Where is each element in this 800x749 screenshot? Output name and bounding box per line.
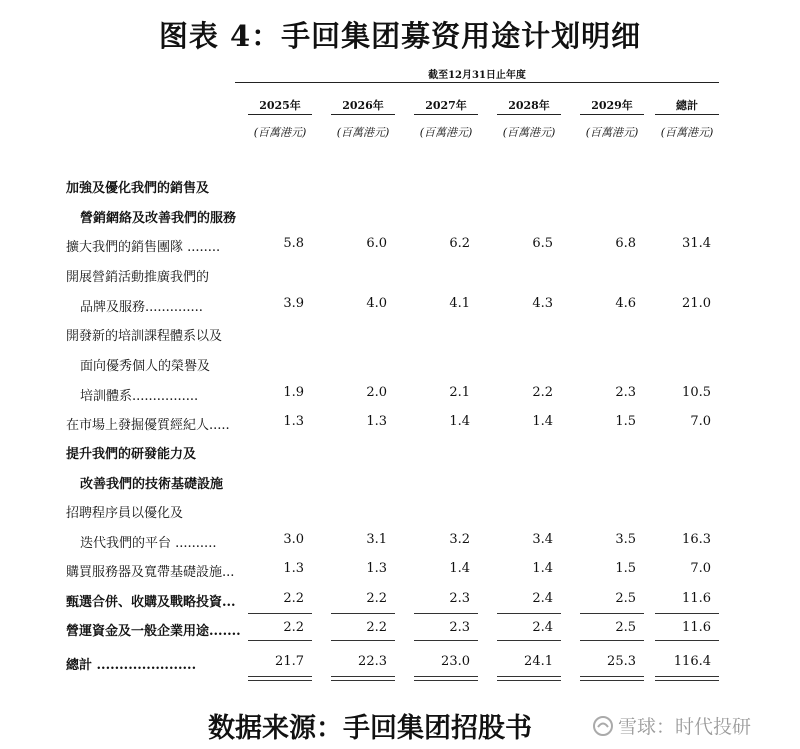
- cell-col-2027: 23.0: [441, 654, 470, 669]
- cell-col-total: 11.6: [682, 620, 711, 635]
- unit-label: (百萬港元): [336, 126, 390, 139]
- row-label: 面向優秀個人的榮譽及: [80, 359, 211, 374]
- subtotal-rule: [248, 613, 312, 614]
- watermark-text: 雪球：时代投研: [618, 716, 752, 738]
- cell-col-2027: 2.3: [449, 620, 470, 635]
- cell-col-2025: 3.0: [283, 532, 304, 547]
- row-label: 開發新的培訓課程體系以及: [66, 329, 223, 344]
- cell-col-2027: 3.2: [449, 532, 470, 547]
- row-label: 開展營銷活動推廣我們的: [66, 270, 210, 285]
- snowball-logo-icon: [592, 715, 614, 737]
- cell-col-2025: 3.9: [283, 296, 304, 311]
- cell-col-2025: 1.3: [283, 414, 304, 429]
- source-note: 数据来源：手回集团招股书: [208, 713, 532, 744]
- cell-col-2026: 3.1: [366, 532, 387, 547]
- row-label: 招聘程序員以優化及: [66, 506, 184, 521]
- subtotal-rule: [248, 640, 312, 641]
- cell-col-total: 11.6: [682, 591, 711, 606]
- year-header-rule: [331, 114, 395, 115]
- cell-col-2028: 24.1: [524, 654, 553, 669]
- cell-col-2025: 21.7: [275, 654, 304, 669]
- unit-label: (百萬港元): [585, 126, 639, 139]
- cell-col-2025: 1.3: [283, 561, 304, 576]
- cell-col-2026: 2.2: [366, 591, 387, 606]
- cell-col-2029: 2.5: [615, 620, 636, 635]
- row-label: 品牌及服務..............: [80, 300, 203, 315]
- cell-col-2026: 2.2: [366, 620, 387, 635]
- watermark: [592, 712, 751, 739]
- cell-col-2027: 2.1: [449, 385, 470, 400]
- cell-col-2029: 2.3: [615, 385, 636, 400]
- total-double-rule: [414, 676, 478, 681]
- cell-col-2028: 6.5: [532, 236, 553, 251]
- cell-col-total: 116.4: [673, 654, 711, 669]
- unit-label: (百萬港元): [253, 126, 307, 139]
- row-label: 在市場上發掘優質經紀人.....: [66, 418, 230, 433]
- cell-col-2026: 1.3: [366, 561, 387, 576]
- cell-col-2028: 3.4: [532, 532, 553, 547]
- total-double-rule: [331, 676, 395, 681]
- cell-col-2025: 2.2: [283, 591, 304, 606]
- cell-col-2029: 4.6: [615, 296, 636, 311]
- row-label: 改善我們的技術基礎設施: [80, 477, 224, 492]
- unit-label: (百萬港元): [660, 126, 714, 139]
- total-double-rule: [580, 676, 644, 681]
- subtotal-rule: [497, 640, 561, 641]
- year-header-col-2029: 2029年: [591, 99, 633, 112]
- row-label: 培訓體系................: [80, 389, 199, 404]
- row-label: 購買服務器及寬帶基礎設施...: [66, 565, 235, 580]
- year-header-rule: [655, 114, 719, 115]
- cell-col-2027: 6.2: [449, 236, 470, 251]
- year-header-col-2025: 2025年: [259, 99, 301, 112]
- cell-col-total: 10.5: [682, 385, 711, 400]
- row-label: 迭代我們的平台 ..........: [80, 536, 217, 551]
- year-header-rule: [414, 114, 478, 115]
- cell-col-2029: 25.3: [607, 654, 636, 669]
- total-double-rule: [248, 676, 312, 681]
- cell-col-2027: 1.4: [449, 561, 470, 576]
- row-label: 提升我們的研發能力及: [66, 447, 197, 462]
- row-label: 加強及優化我們的銷售及: [66, 181, 210, 196]
- cell-col-2028: 4.3: [532, 296, 553, 311]
- row-label: 營銷網絡及改善我們的服務: [80, 211, 237, 226]
- cell-col-2025: 2.2: [283, 620, 304, 635]
- cell-col-total: 31.4: [682, 236, 711, 251]
- cell-col-2026: 1.3: [366, 414, 387, 429]
- period-header: 截至12月31日止年度: [428, 70, 526, 81]
- year-header-col-total: 總計: [676, 99, 698, 112]
- subtotal-rule: [580, 640, 644, 641]
- cell-col-2028: 1.4: [532, 561, 553, 576]
- subtotal-rule: [331, 613, 395, 614]
- cell-col-2027: 1.4: [449, 414, 470, 429]
- cell-col-2028: 2.4: [532, 620, 553, 635]
- cell-col-2029: 1.5: [615, 414, 636, 429]
- row-label: 營運資金及一般企業用途.......: [66, 624, 241, 639]
- cell-col-2026: 2.0: [366, 385, 387, 400]
- year-header-col-2028: 2028年: [508, 99, 550, 112]
- cell-col-2026: 4.0: [366, 296, 387, 311]
- cell-col-2029: 3.5: [615, 532, 636, 547]
- cell-col-2029: 2.5: [615, 591, 636, 606]
- page-title: 图表 4：手回集团募资用途计划明细: [158, 19, 642, 53]
- cell-col-2025: 1.9: [283, 385, 304, 400]
- total-double-rule: [655, 676, 719, 681]
- total-double-rule: [497, 676, 561, 681]
- year-header-rule: [248, 114, 312, 115]
- year-header-col-2026: 2026年: [342, 99, 384, 112]
- cell-col-total: 7.0: [690, 561, 711, 576]
- row-label: 甄選合併、收購及戰略投資...: [66, 595, 236, 610]
- cell-col-2027: 2.3: [449, 591, 470, 606]
- year-header-rule: [497, 114, 561, 115]
- subtotal-rule: [655, 640, 719, 641]
- cell-col-2028: 2.4: [532, 591, 553, 606]
- cell-col-2029: 1.5: [615, 561, 636, 576]
- year-header-rule: [580, 114, 644, 115]
- subtotal-rule: [655, 613, 719, 614]
- unit-label: (百萬港元): [419, 126, 473, 139]
- total-row-label: 總計 ......................: [66, 658, 197, 673]
- year-header-col-2027: 2027年: [425, 99, 467, 112]
- cell-col-2028: 1.4: [532, 414, 553, 429]
- cell-col-2025: 5.8: [283, 236, 304, 251]
- cell-col-total: 21.0: [682, 296, 711, 311]
- subtotal-rule: [580, 613, 644, 614]
- cell-col-2027: 4.1: [449, 296, 470, 311]
- subtotal-rule: [497, 613, 561, 614]
- cell-col-2028: 2.2: [532, 385, 553, 400]
- unit-label: (百萬港元): [502, 126, 556, 139]
- subtotal-rule: [414, 613, 478, 614]
- cell-col-total: 16.3: [682, 532, 711, 547]
- cell-col-total: 7.0: [690, 414, 711, 429]
- period-header-rule: [235, 82, 719, 83]
- cell-col-2026: 22.3: [358, 654, 387, 669]
- subtotal-rule: [331, 640, 395, 641]
- subtotal-rule: [414, 640, 478, 641]
- cell-col-2029: 6.8: [615, 236, 636, 251]
- cell-col-2026: 6.0: [366, 236, 387, 251]
- row-label: 擴大我們的銷售團隊 ........: [66, 240, 221, 255]
